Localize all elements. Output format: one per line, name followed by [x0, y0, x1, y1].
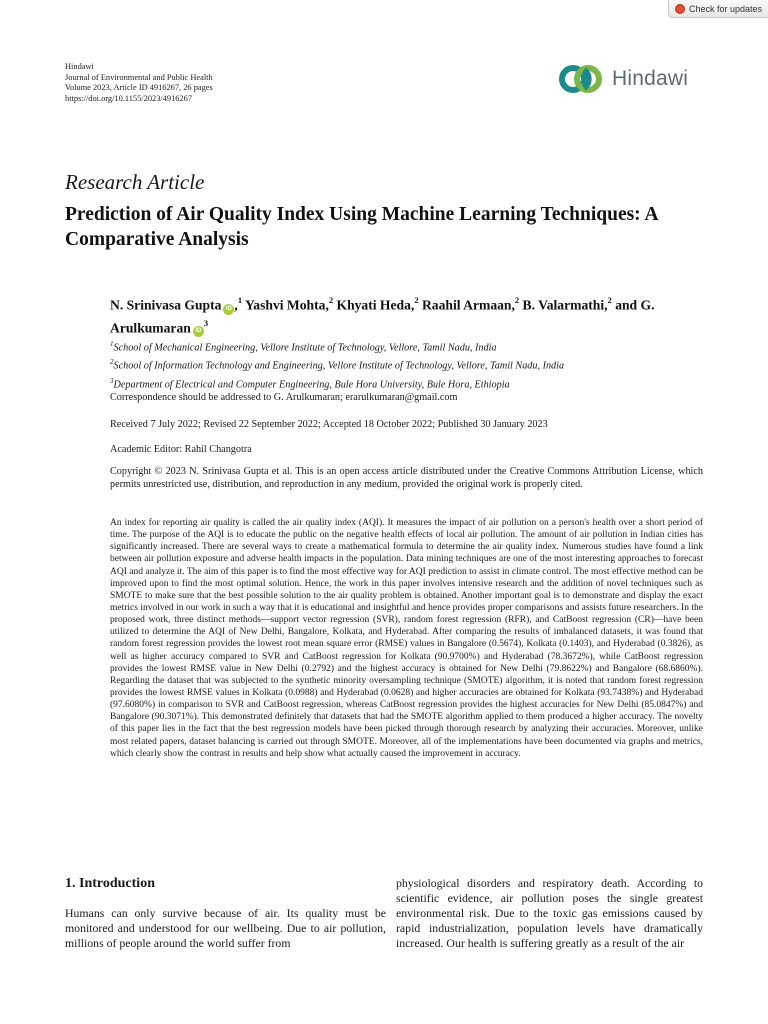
author-affiliation-ref: 1 [237, 295, 243, 305]
authors-joiner: and [615, 297, 638, 313]
author-affiliation-ref: 3 [203, 317, 209, 328]
author-name[interactable]: Yashvi Mohta [244, 297, 326, 313]
section-heading-introduction: 1. Introduction [65, 876, 155, 891]
author-name[interactable]: Raahil Armaan [421, 297, 512, 313]
check-for-updates-button[interactable] [668, 0, 768, 18]
affiliation-number: 1 [110, 340, 114, 348]
affiliation-text: School of Mechanical Engineering, Vellore Institute of Technology, Vellore, Tamil Nadu, India [113, 342, 497, 354]
hindawi-logo-icon [558, 62, 604, 96]
author-affiliation-ref: 2 [328, 295, 334, 305]
academic-editor: Academic Editor: Rahil Changotra [110, 444, 252, 455]
journal-name: Journal of Environmental and Public Health [65, 72, 213, 82]
journal-meta [65, 62, 213, 104]
hindawi-logo [558, 62, 688, 96]
author-name[interactable]: B. Valarmathi [522, 297, 605, 313]
author-name[interactable]: Khyati Heda [336, 297, 411, 313]
update-badge-icon [675, 4, 685, 14]
author-affiliation-ref: 2 [414, 295, 419, 305]
affiliations [110, 337, 710, 392]
logo-text: Hindawi [612, 67, 689, 90]
affiliation-text: School of Information Technology and Engineering, Vellore Institute of Technology, Vellore, Tamil Nadu, India [113, 360, 565, 372]
author-name[interactable]: G. Arulkumaran [110, 297, 655, 336]
author-affiliation-ref: 2 [607, 295, 612, 305]
abstract: An index for reporting air quality is called the air quality index (AQI). It measures the impact of air pollution on a person's health over a short period of time. The purpose of the AQI is to educate the public on the negative health effects of local air pollution. The amount of air pollution in Indian cities has significantly increased. There are several ways to create a mathematical formula to determine the air quality index. Numerous studies have found a link between air pollution exposure and adverse health impacts in the population. Data mining techniques are one of the most interesting approaches to forecast AQI and analyze it. The aim of this paper is to find the most effective way for AQI prediction to assist in climate control. The most effective method can be improved upon to find the most optimal solution. Hence, the work in this paper involves intensive research and the addition of novel techniques such as SMOTE to make sure that the best possible solution to the air quality problem is obtained. Another important goal is to demonstrate and display the exact metrics involved in our work in such a way that it is educational and insightful and hence provides proper comparisons and assists future researchers. In the proposed work, three distinct methods—support vector regression (SVR), random forest regression (RFR), and CatBoost regression (CR)—have been utilized to determine the AQI of New Delhi, Bangalore, Kolkata, and Hyderabad. After comparing the results of imbalanced datasets, it was found that random forest regression provides the lowest root mean square error (RMSE) values in Bangalore (0.5674), Kolkata (0.1403), and Hyderabad (0.3826), as well as higher accuracy compared to SVR and CatBoost regression for Kolkata (90.9700%) and Hyderabad (78.3672%), while CatBoost regression provides the lowest RMSE value in New Delhi (0.2792) and the highest accuracy is obtained for New Delhi (79.8622%) and Bangalore (68.6860%). Regarding the dataset that was subjected to the synthetic minority oversampling technique (SMOTE) algorithm, it is noted that random forest regression provides the lowest RMSE values in Kolkata (0.0988) and Hyderabad (0.0628) and higher accuracies are obtained for Kolkata (93.7438%) and Hyderabad (97.6080%) in comparison to SVR and CatBoost regression, whereas CatBoost regression provides the highest accuracies for New Delhi (85.0847%) and Bangalore (90.3071%). This demonstrated definitely that datasets that had the SMOTE algorithm applied to them produced a higher accuracy. The novelty of this paper lies in the fact that the best regression models have been picked through thorough research by analyzing their accuracies. Moreover, unlike most related papers, dataset balancing is carried out through SMOTE. Moreover, all of the implementations have been documented via graphs and metrics, which clearly show the contrast in results and help show what actually caused the improvement in accuracy. [110, 518, 703, 759]
affiliation-text: Department of Electrical and Computer Engineering, Bule Hora University, Bule Hora, Ethiopia [113, 379, 510, 391]
affiliation-item [110, 374, 710, 392]
intro-right-column: physiological disorders and respiratory death. According to scientific evidence, air pollution poses the single greatest environmental risk. Due to the toxic gas emissions caused by rapid industrialization, population levels have dramatically increased. Our health is suffering greatly as a result of the air [396, 876, 703, 950]
author-list: N. Srinivasa Gupta iD ,$^1$ Yashvi Mohta,$^2$ Khyati Heda,$^2$ Raahil Armaan,$^2$ B. Valarmathi,$^2$ and G. Arulkumaran $iD^3$ [110, 295, 655, 336]
article-title: Prediction of Air Quality Index Using Machine Learning Techniques: A Comparative Analysis [65, 204, 658, 250]
orcid-icon[interactable]: iD [193, 326, 204, 337]
doi-link[interactable]: https://doi.org/10.1155/2023/4916267 [65, 93, 193, 103]
affiliation-number: 2 [110, 358, 114, 367]
orcid-icon[interactable]: iD [223, 304, 234, 315]
affiliation-item [110, 337, 710, 355]
check-updates-label: Check for updates [689, 3, 763, 14]
publisher-name: Hindawi [65, 62, 94, 71]
volume-line: Volume 2023, Article ID 4916267, 26 pages [65, 83, 213, 93]
copyright-notice: Copyright © 2023 N. Srinivasa Gupta et al. This is an open access article distributed under the Creative Commons Attribution License, which permits unrestricted use, distribution, and reproduction in any medium, provided the original work is properly cited. [110, 466, 703, 490]
affiliation-number: 3 [110, 376, 114, 385]
intro-left-column: Humans can only survive because of air. Its quality must be monitored and understood for our wellbeing. Due to air pollution, millions of people around the world suffer from [65, 906, 386, 950]
affiliation-item [110, 355, 710, 373]
author-name[interactable]: N. Srinivasa Gupta [110, 297, 222, 313]
correspondence: Correspondence should be addressed to G. Arulkumaran; erarulkumaran@gmail.com [110, 392, 458, 403]
publication-dates: Received 7 July 2022; Revised 22 September 2022; Accepted 18 October 2022; Published 30 January 2023 [110, 419, 548, 430]
article-type: Research Article [65, 170, 205, 194]
author-affiliation-ref: 2 [514, 295, 520, 305]
